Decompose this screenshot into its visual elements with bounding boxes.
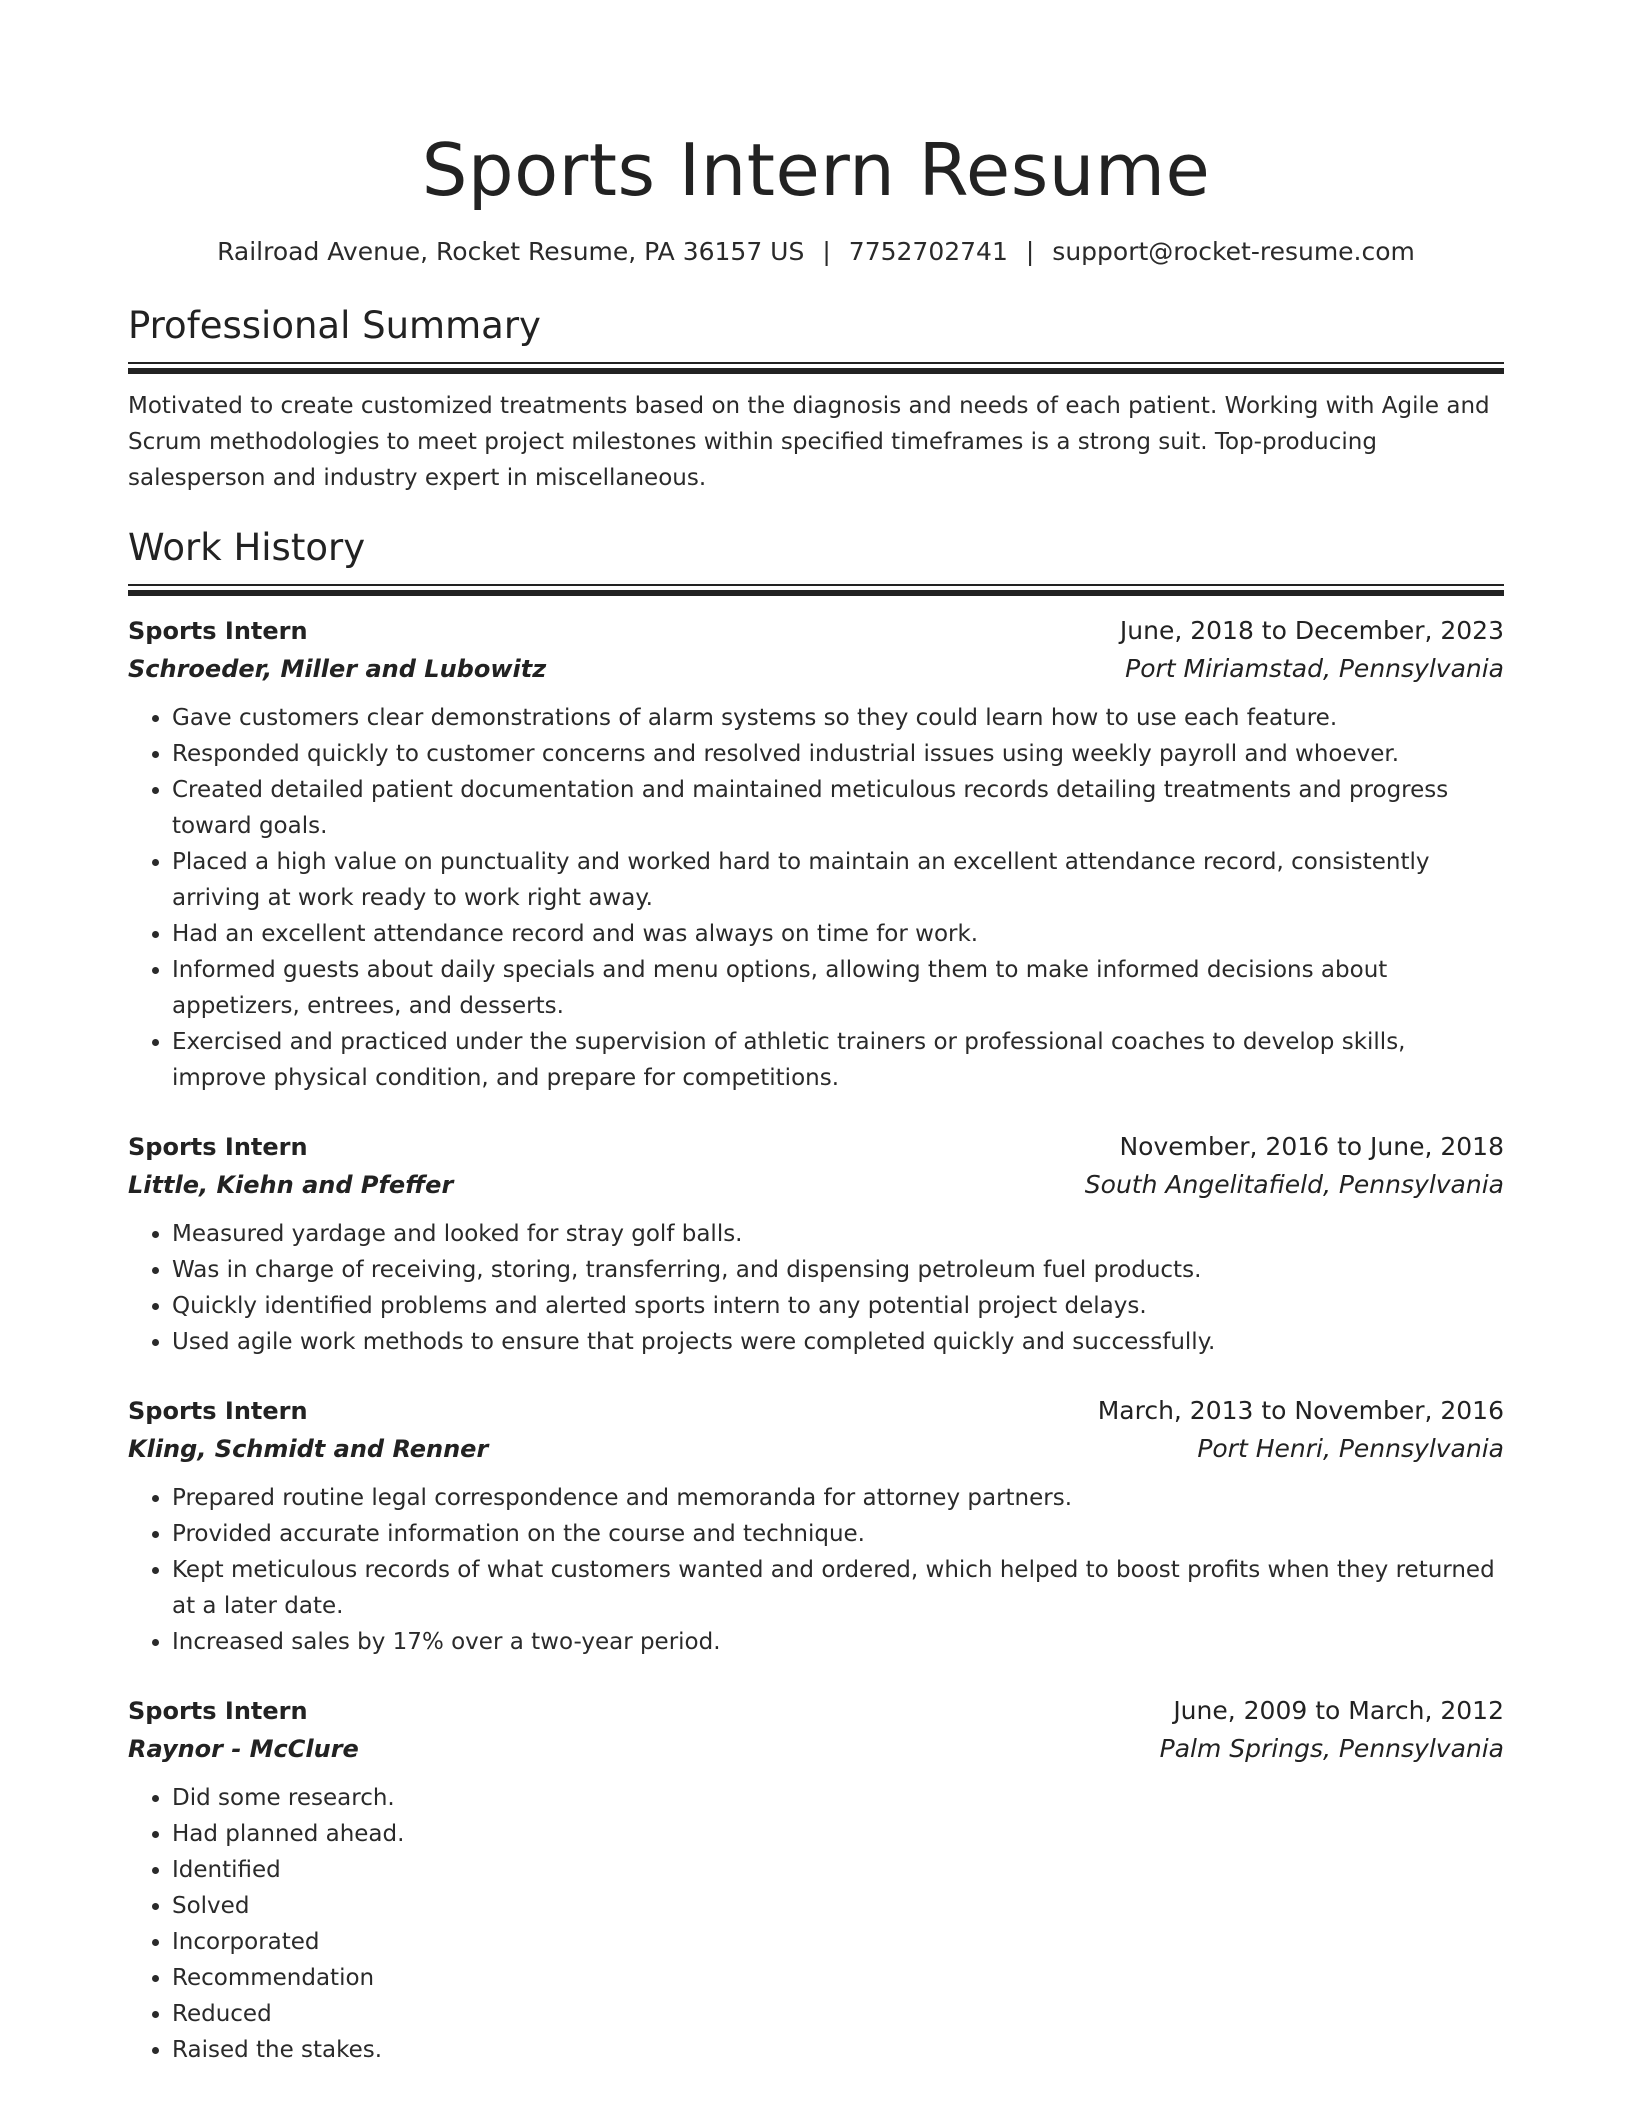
contact-separator: | — [822, 237, 831, 266]
contact-line — [128, 236, 1504, 268]
bullet-item: • Provided accurate information on the course and technique. — [172, 1516, 1504, 1552]
address: Railroad Avenue, Rocket Resume, PA 36157 US — [217, 237, 805, 266]
bullet-item: • Responded quickly to customer concerns and resolved industrial issues using weekly payroll and whoever. — [172, 736, 1504, 772]
bullet-item: • Exercised and practiced under the supervision of athletic trainers or professional coaches to develop skills, improve physical condition, and prepare for competitions. — [172, 1024, 1504, 1096]
job-header — [128, 1128, 1504, 1166]
bullet-item: • Raised the stakes. — [172, 2032, 1504, 2068]
company-name: Little, Kiehn and Pfeffer — [128, 1171, 454, 1199]
bullet-item: • Gave customers clear demonstrations of alarm systems so they could learn how to use each feature. — [172, 700, 1504, 736]
bullet-item: • Kept meticulous records of what customers wanted and ordered, which helped to boost profits when they returned at a later date. — [172, 1552, 1504, 1624]
company-name: Schroeder, Miller and Lubowitz — [128, 655, 547, 683]
bullet-item: • Incorporated — [172, 1924, 1504, 1960]
contact-separator: | — [1025, 237, 1035, 266]
job-dates: June, 2009 to March, 2012 — [1173, 1696, 1504, 1725]
company-name: Kling, Schmidt and Renner — [128, 1435, 489, 1463]
email: support@rocket-resume.com — [1052, 237, 1415, 266]
bullet-item: • Quickly identified problems and alerted sports intern to any potential project delays. — [172, 1288, 1504, 1324]
job-entry — [128, 1128, 1504, 1360]
resume-title: Sports Intern Resume — [421, 128, 1211, 212]
job-title: Sports Intern — [128, 1697, 308, 1725]
job-location: Port Miriamstad, Pennsylvania — [1125, 654, 1504, 683]
bullet-item: • Created detailed patient documentation and maintained meticulous records detailing treatments and progress toward goals. — [172, 772, 1504, 844]
bullet-item: • Recommendation — [172, 1960, 1504, 1996]
bullet-item: • Solved — [172, 1888, 1504, 1924]
job-subheader — [128, 1430, 1504, 1468]
bullet-item: • Increased sales by 17% over a two-year period. — [172, 1624, 1504, 1660]
job-bullets — [128, 1480, 1504, 1660]
bullet-item: • Identified — [172, 1852, 1504, 1888]
job-title: Sports Intern — [128, 617, 308, 645]
job-subheader — [128, 650, 1504, 688]
bullet-item: • Informed guests about daily specials and menu options, allowing them to make informed decisions about appetizers, entrees, and desserts. — [172, 952, 1504, 1024]
job-entry — [128, 612, 1504, 1096]
bullet-item: • Used agile work methods to ensure that projects were completed quickly and successfully. — [172, 1324, 1504, 1360]
section-heading-work-history: Work History — [128, 526, 366, 569]
resume-page — [128, 0, 1504, 2068]
job-title: Sports Intern — [128, 1133, 308, 1161]
job-title: Sports Intern — [128, 1397, 308, 1425]
section-divider — [128, 584, 1504, 596]
company-name: Raynor - McClure — [128, 1735, 359, 1763]
job-dates: June, 2018 to December, 2023 — [1119, 616, 1504, 645]
job-dates: November, 2016 to June, 2018 — [1119, 1132, 1504, 1161]
bullet-item: • Had planned ahead. — [172, 1816, 1504, 1852]
bullet-item: • Placed a high value on punctuality and worked hard to maintain an excellent attendance record, consistently arriving at work ready to work right away. — [172, 844, 1504, 916]
job-subheader — [128, 1166, 1504, 1204]
bullet-item: • Prepared routine legal correspondence and memoranda for attorney partners. — [172, 1480, 1504, 1516]
section-divider — [128, 362, 1504, 374]
job-header — [128, 612, 1504, 650]
bullet-item: • Reduced — [172, 1996, 1504, 2032]
job-header — [128, 1392, 1504, 1430]
job-subheader — [128, 1730, 1504, 1768]
section-heading-summary: Professional Summary — [128, 304, 541, 347]
job-dates: March, 2013 to November, 2016 — [1097, 1396, 1504, 1425]
bullet-item: • Did some research. — [172, 1780, 1504, 1816]
job-location: Port Henri, Pennsylvania — [1197, 1434, 1504, 1463]
job-bullets — [128, 700, 1504, 1096]
bullet-item: • Measured yardage and looked for stray golf balls. — [172, 1216, 1504, 1252]
job-bullets — [128, 1780, 1504, 2068]
summary-text: Motivated to create customized treatments based on the diagnosis and needs of each patient. Working with Agile and Scrum methodologies to meet project milestones within specified timeframes is a strong suit. Top-producing salesperson and industry expert in miscellaneous. — [128, 393, 1490, 491]
job-bullets — [128, 1216, 1504, 1360]
job-header — [128, 1692, 1504, 1730]
bullet-item: • Had an excellent attendance record and was always on time for work. — [172, 916, 1504, 952]
job-location: South Angelitafield, Pennsylvania — [1084, 1170, 1504, 1199]
job-entry — [128, 1392, 1504, 1660]
job-entry — [128, 1692, 1504, 2068]
job-location: Palm Springs, Pennsylvania — [1159, 1734, 1504, 1763]
phone: 7752702741 — [848, 237, 1008, 266]
bullet-item: • Was in charge of receiving, storing, transferring, and dispensing petroleum fuel products. — [172, 1252, 1504, 1288]
